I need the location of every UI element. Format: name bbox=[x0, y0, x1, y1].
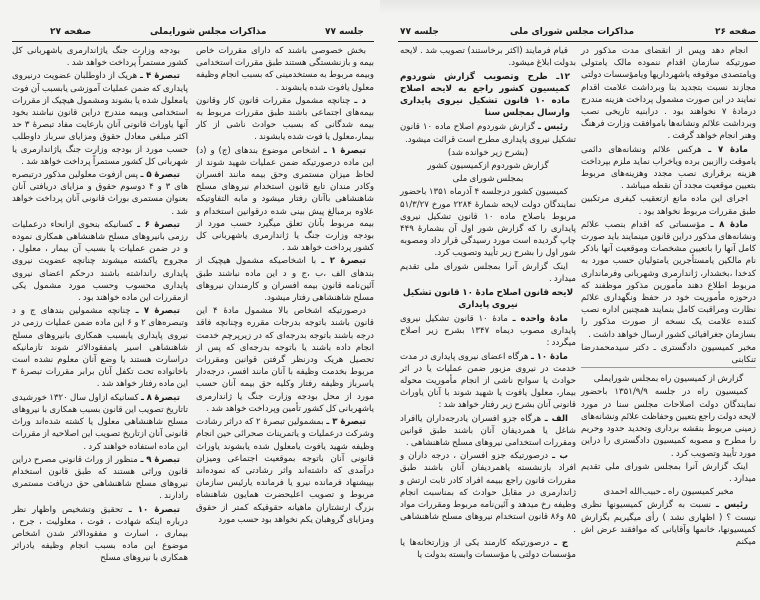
article-label: تبصرهٔ ۹ ـ bbox=[140, 454, 180, 465]
paragraph-text: با اشخاصیکه مشمول هیچیک از بندهای الف ،ب ،ج و د این ماده نباشند طبق آئین‌نامه قانون بیمه افسران و کارمندان نیروهای مسلح شاهنشاهی رفتار میشود. bbox=[196, 256, 374, 304]
session-number: جلسه ۷۷ bbox=[400, 27, 439, 37]
paragraph-text: بمشمولین تبصرهٔ ۲ که دراثر رشادت وشرکت درعملیات و یاتمرینات صحرائی حین انجام وظیفه شهید یافوت یامعلول شده یابشوند یاوراث قانونی آنان باتوجه بموقعیت اجتماعی ومیزان درآمدی که داشته‌اند واثر رشادتی که نموده‌اند بپیشنهاد فرمانده نیرو یا فرمانده یارئیس سازمان مربوط و تصویب اعلیحضرت همایون شاهنشاه بزرگ ارتشتاران ماهیانه حقوقیکه کمتر از حقوق ومزایای گروهبان یکم نخواهد بود حسب مورد bbox=[196, 417, 374, 525]
paragraph-text: لایحه قانون اصلاح مادهٔ ۱۰ قانون تشکیل نیروی پایداری bbox=[402, 288, 574, 311]
article-label: د ـ bbox=[354, 95, 366, 106]
paragraph-text: اجرای این ماده مانع ازتعقیب کیفری مرتکبین طبق مقررات مربوط نخواهد بود . bbox=[581, 194, 756, 217]
article-paragraph bbox=[196, 255, 374, 304]
paragraph-text: بودجه وزارت جنگ یاژاندارمری یاشهربانی کل کشور مستمراً پرداخت خواهد شد . bbox=[12, 46, 188, 69]
paragraph bbox=[581, 486, 756, 498]
paragraph bbox=[581, 386, 756, 459]
running-title: مذاکرات مجلس شورایملی bbox=[150, 27, 267, 37]
paragraph bbox=[12, 45, 188, 69]
paragraph-text: انجام دهد وپس از انقضای مدت مذکور در صورتیکه سازمان اقدام ننموده مالک یامتولی ویامتصدی موقوفه یاشهرداریها ویامؤسسات دولتی مجازند نسبت بتجدید بنا وبرداشت علامت اقدام نمایند در این صورت مشمول پرداخت هزینه مندرج درمادهٔ ۷ نخواهند بود . درابنیه تاریخی نصب وبرداشت علائم ونشانه‌ها باموافقت وزارت فرهنگ وهنر انجام خواهد گرفت . bbox=[581, 46, 757, 142]
running-title: مذاکرات مجلس شورای ملی bbox=[510, 27, 635, 37]
article-label: تبصرهٔ ۱۰ ـ bbox=[128, 504, 180, 515]
article-paragraph bbox=[196, 95, 374, 144]
article-label: مادهٔ ۷ ـ bbox=[708, 144, 748, 155]
article-label: الف ـ bbox=[544, 413, 568, 424]
article-label: ب ـ bbox=[552, 451, 568, 462]
paragraph bbox=[400, 147, 576, 159]
paragraph bbox=[400, 186, 576, 259]
article-paragraph bbox=[12, 70, 188, 168]
header-rule bbox=[398, 41, 758, 42]
paragraph bbox=[581, 342, 756, 368]
paragraph bbox=[581, 461, 756, 485]
paragraph-text: اینک گزارش آنرا بمجلس شورای ملی تقدیم میدارد . bbox=[400, 261, 576, 284]
paragraph-text: گزارش شوردوم اصلاح ماده ۱۰ قانون تشکیل نیروی پایداری مطرح است قرائت میشود. bbox=[400, 122, 576, 145]
paragraph bbox=[400, 45, 576, 69]
header-rule bbox=[12, 41, 374, 42]
article-paragraph bbox=[400, 121, 576, 145]
text-column-right bbox=[581, 45, 756, 549]
paragraph-text: بمجلس شورای ملی bbox=[452, 174, 524, 185]
paragraph-text: ۱۲ـ طرح وتصویب گزارش شوردوم کمیسیون کشور راجع به لایحه اصلاح ماده ۱۰ قانون تشکیل نیروی پایداری وارسال بمجلس سنا bbox=[400, 72, 570, 119]
article-paragraph bbox=[12, 454, 188, 503]
paragraph-text: درصورتیکه کارمند یکی از وزارتخانه‌ها یا مؤسسات دولتی یا مؤسسات وابسته بدولت یا bbox=[400, 537, 576, 560]
article-label: تبصرهٔ ۶ ـ bbox=[137, 219, 180, 230]
paragraph-text: مخبر کمیسیون دادگستری ـ دکتر سیدمحمدرضا تنکابنی bbox=[581, 342, 756, 366]
paragraph-text: (بشرح زیر خوانده شد) bbox=[447, 147, 529, 158]
paragraph-text: گزارش شوردوم ازکمیسیون کشور bbox=[427, 161, 549, 172]
article-paragraph bbox=[12, 169, 188, 218]
article-paragraph bbox=[400, 450, 576, 535]
article-label: تبصرهٔ ۸ ـ bbox=[141, 392, 180, 403]
paragraph-text: کمیسیون کشور درجلسه ۴ آذرماه ۱۳۵۱ باحضور نمایندگان دولت لایحه شمارهٔ ۲۲۸۴ مورخ ۵۱/۳/۲۷ مربوط باصلاح ماده ۱۰ قانون تشکیل نیروی پایداری را که گزارش شور اول آن بشمارهٔ ۴۴۹ چاپ گردیده است مورد رسیدگی قرار داد ومصوبه شور اول را بشرح زیر تأیید وتصویب کرد. bbox=[400, 187, 577, 259]
article-label: تبصرهٔ ۳ ـ bbox=[326, 417, 366, 428]
paragraph bbox=[400, 71, 570, 119]
paragraph-text: چنانچه مشمولین بندهای ج و د وتبصره‌های ۲ و ۶ این ماده ضمن عملیات رزمی در نیروی پایداری یابسبب همکاری بانیروهای مسلح شاهنشاهی اسیر یامفقودالاثر شوند تازمانیکه دراسارت هستند یا وضع آنان معلوم نشده است باخانواده تحت تکفل آنان برابر مقررات تبصرهٔ ۳ این ماده رفتار خواهد شد . bbox=[12, 306, 188, 390]
paragraph-text: اشخاص موضوع بندهای (ج) و (د) این ماده درصورتیکه ضمن عملیات شهید شوند از لحاظ میزان مستمری وحق بیمه مانند افسران وکادر مندان تابع قانون استخدام نیروهای مسلح شاهنشاهی باآنان رفتار میشود و مابه التفاوتیکه علاوه برمبالغ پیش بینی شده درقوانین استخدام و بیمه مربوط بآنان تعلق میگیرد حسب مورد از بودجه وزارت جنگ یا ژاندارمری یاشهربانی کل کشور پرداخت خواهد شد . bbox=[196, 145, 374, 254]
article-paragraph bbox=[12, 219, 188, 304]
paragraph-text: بخش خصوصی باشند که دارای مقررات خاص بیمه و بازنشستگی هستند طبق مقررات استخدامی وبیمه مربوط به مستخدمینی که بسبب انجام وظیفه معلول یافوت شده یابشوند . bbox=[196, 46, 374, 93]
article-label: مادهٔ واحده ـ bbox=[512, 314, 568, 325]
running-header bbox=[380, 27, 760, 40]
paragraph bbox=[581, 45, 756, 143]
paragraph-text: پس ازفوت معلولین مذکور درتبصره های ۳ و ۴ دوسوم حقوق و مزایای دریافتی آنان بعنوان مستمری بوراث قانونی آنان پرداخت خواهد شد . bbox=[12, 170, 188, 217]
paragraph-text: تحقیق وتشخیص واظهار نظر درباره اینکه شهادت ، فوت ، معلولیت ، جرح ، بیماری ، اسارت و مفقودالاثر شدن اشخاص موضوع این ماده بسبب انجام وظیفه یادراثر همکاری با نیروهای مسلح bbox=[12, 504, 188, 564]
article-paragraph bbox=[400, 351, 576, 412]
article-paragraph bbox=[12, 504, 188, 565]
article-paragraph bbox=[581, 499, 756, 548]
paragraph bbox=[400, 160, 576, 172]
paragraph bbox=[196, 45, 374, 94]
text-column-left bbox=[400, 45, 576, 562]
paragraph-text: مادهٔ ۱۰ قانون تشکیل نیروی پایداری مصوب دیماه ۱۳۴۷ بشرح زیر اصلاح میگردد : bbox=[400, 314, 577, 349]
article-paragraph bbox=[400, 537, 576, 561]
page-number: صفحه ۲۶ bbox=[715, 27, 757, 37]
article-paragraph bbox=[400, 313, 576, 350]
paragraph bbox=[581, 193, 756, 217]
paragraph-text: هرگاه اعضای نیروی پایداری در مدت خدمت در نیروی مزبور ضمن عملیات یا در اثر حوادث یا سوانح ناشی از انجام مأموریت محوله بیمار، معلول یافوت یا شهید شوند با آنان یاوراث قانونی آنان بشرح زیر رفتار خواهد شد : bbox=[400, 351, 576, 411]
paragraph-text: چنانچه مشمول مقررات قانون کار وقانون بیمه‌های اجتماعی باشند طبق مقررات مربوط به بیمه شدگانی که بسبب حوادث ناشی از کار بیمار،معلول یا فوت شده یابشوند . bbox=[196, 95, 374, 143]
article-label: مادهٔ ۱۰ ـ bbox=[530, 351, 568, 362]
paragraph bbox=[400, 261, 576, 285]
paragraph bbox=[196, 305, 374, 415]
paragraph bbox=[581, 373, 756, 385]
paragraph-text: منظور از وراث قانونی مصرح دراین قانون وراثی هستند که طبق قانون استخدام نیروهای مسلح شاهنشاهی حق دریافت مستمری رادارند . bbox=[12, 454, 188, 502]
article-label: رئیس ـ bbox=[537, 122, 568, 133]
article-label: تبصرهٔ ۲ ـ bbox=[321, 256, 366, 267]
article-paragraph bbox=[196, 145, 374, 255]
article-label: تبصرهٔ ۴ ـ bbox=[140, 71, 180, 82]
paragraph-text: کسانیکه ازاول سال ۱۳۲۰ خورشیدی تاتاریخ تصویب این قانون بسبب همکاری با نیروهای مسلح شاهنشاهی معلول یا کشته شده‌اند وراث قانونی آنان ازتاریخ تصویب این اصلاحیه از مقررات این ماده استفاده خواهند کرد . bbox=[12, 392, 188, 452]
paragraph-text: کمیسیون راه در جلسه ۱۳۵۱/۹/۹ باحضور نمایندگان دولت اصلاحات مجلس سنا در مورد لایحه دولت راجع بتعیین وحفاظت علائم ونشانه‌های زمینی مربوط بنقشه برداری وتحدید حدود وحریم را مطرح و مصوبه کمیسیون دادگستری را دراین مورد تأیید وتصویب کرد . bbox=[581, 387, 756, 459]
article-label: تبصرهٔ ۷ ـ bbox=[135, 306, 180, 317]
paragraph-text: هریک از داوطلبان عضویت درنیروی پایداری که ضمن عملیات آموزشی یابسبب آن فوت یامعلول شده یا بشوند ومشمول هیچیک از مقررات استخدامی وبیمه مندرج دراین قانون نباشند بخود آنها یاوراث قانونی آنان بارعایت مفاد تبصرهٔ ۳ حد اکثر مبلغی معادل حقوق ومزایای سرباز داوطلب حسب مورد از بودجه وزارت جنگ یاژاندارمری یا شهربانی کل کشور مستمراً پرداخت خواهد شد . bbox=[12, 71, 188, 167]
paragraph-text: کسانیکه بنحوی ازانحاء درعملیات رزمی بانیروهای مسلح شاهنشاهی همکاری نموده و در ضمن عملیات یا بسبب آن بیمار ، معلول ، مجروح یاکشته میشوند چنانچه عضویت نیروی پایداری رانداشته باشند درحکم اعضای نیروی پایداری محسوب وحسب مورد مشمول یکی ازمقررات این ماده خواهند بود . bbox=[12, 219, 188, 304]
paragraph-text: گزارش از کمیسیون راه بمجلس شورایملی bbox=[593, 374, 744, 385]
paragraph-text: هرکس علائم ونشانه‌های دائمی یاموقت راازبین برده ویاخراب نماید ملزم بپرداخت هزینه برقراری نصب مجدد وهزینه‌های مربوط بتعیین موقعیت مجدد آن نقطه میباشد . bbox=[581, 144, 756, 192]
paragraph-text: درصورتیکه جزو افسران ، درجه داران و افراد بازنشسته یاهمردیفان آنان باشند طبق مقررات قانون راجع ببیمه افراد کادر ثابت ارتش و ژاندارمری در مقابل حوادث که بمناسبت انجام وظیفه رخ میدهد و آئین‌نامه مربوط ومقررات مواد ۸۵ و۸۶ قانون استخدام نیروهای مسلح شاهنشاهی . bbox=[400, 451, 576, 535]
text-column-left bbox=[12, 45, 188, 566]
paragraph bbox=[400, 287, 576, 311]
paragraph-text: نسبت به گزارش کمیسیونها نظری نیست ؟ ( اظهاری نشد ) رأی میگیریم بگزارش کمیسیونها، خانمها وآقایانی که موافقند عرض اش میکنم bbox=[581, 500, 756, 547]
article-label: رئیس ـ bbox=[716, 500, 748, 511]
article-label: ج ـ bbox=[553, 537, 569, 548]
paragraph-text: مؤسساتی که اقدام بنصب علائم ونشانه‌های مذکور دراین قانون مینمایند باید صورت کامل آنها را باتعیین مشخصات وموقعیت آنها باذکر نام مالکین یامستأجرین یامتولیان حسب مورد به کدخدا ،بخشدار، ژاندارمری وشهربانی وفرمانداری مربوط اطلاع دهند مأمورین مذکور موظفند که درحوزه مأموریت خود در حفظ ونگهداری علائم نظارت ومراقبت کامل بنمایند همچنین اداره نصب کننده علامت یک نسخه از صورت مذکور را بسازمان جغرافیائی کشور ارسال خواهد داشت . bbox=[581, 219, 756, 340]
article-paragraph bbox=[581, 144, 756, 193]
text-column-right bbox=[196, 45, 374, 527]
paragraph-text: درصورتیکه اشخاص بالا مشمول مادهٔ ۴ این قانون باشند باتوجه بدرجات مقرره وچنانچه فاقد درجه باشند باتوجه بدرجه‌ای که در زیرپرچم خدمت انجام داده باشند یا باتوجه بدرجه‌ای که پس از تحصیل هریک ودرنظر گرفتن قوانین ومقررات مربوط بخدمت وظیفه با آنان مانند افسر، درجه‌دار یاسرباز وظیفه رفتار وکلیه حق بیمه آنان حسب مورد از محل بودجه وزارت جنگ یا ژاندارمری یاشهربانی کل کشور تأمین وپرداخت خواهد شد . bbox=[196, 306, 374, 414]
paragraph-text: مخبر کمیسیون راه ـ حبیب‌الله احمدی bbox=[603, 487, 734, 498]
article-label: تبصرهٔ ۱ ـ bbox=[323, 145, 366, 156]
session-number: جلسه ۷۷ bbox=[325, 27, 364, 37]
article-paragraph bbox=[12, 392, 188, 453]
running-header bbox=[0, 27, 380, 40]
article-paragraph bbox=[400, 413, 576, 450]
page-26 bbox=[380, 0, 760, 600]
article-label: تبصرهٔ ۵ ـ bbox=[140, 170, 180, 181]
paragraph-text: قیام فرمایند (اکثر برخاستند) تصویب شد . لایحه بدولت ابلاغ میشود. bbox=[400, 46, 576, 69]
paragraph-text: هرگاه جزو افسران یادرجه‌داران یاافراد شاغل یا همردیفان آنان باشند طبق قوانین ومقررات استخدامی نیروهای مسلح شاهنشاهی . bbox=[400, 413, 576, 449]
article-label: مادهٔ ۸ ـ bbox=[710, 219, 748, 230]
paragraph bbox=[400, 173, 576, 185]
article-paragraph bbox=[196, 416, 374, 526]
page-number: صفحه ۲۷ bbox=[50, 27, 92, 37]
paragraph-text: اینک گزارش آنرا بمجلس شورای ملی تقدیم میدارد . bbox=[581, 461, 756, 484]
article-paragraph bbox=[12, 305, 188, 390]
article-paragraph bbox=[581, 219, 756, 341]
